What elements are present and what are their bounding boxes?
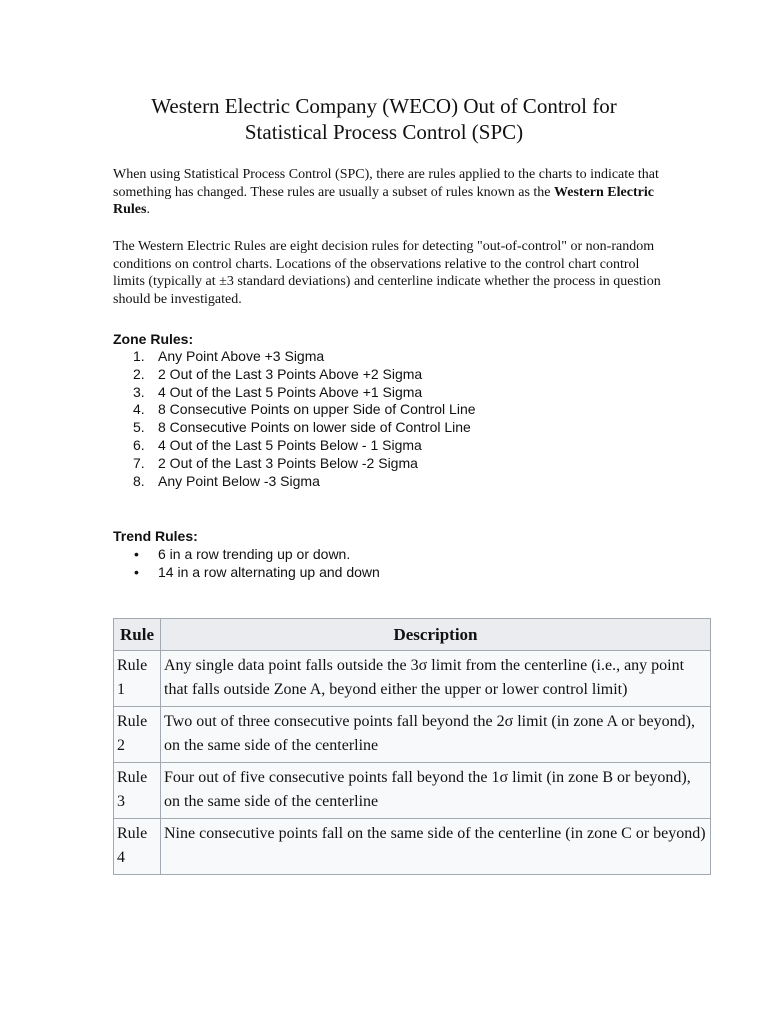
list-item: 4. 8 Consecutive Points on upper Side of Control Line [133,401,476,418]
rule-cell: Rule 4 [114,819,161,875]
list-item: 8. Any Point Below -3 Sigma [133,472,320,489]
intro-bold-term: Western Electric Rules [113,184,654,217]
list-item: • 14 in a row alternating up and down [134,563,380,580]
title-line-1: Western Electric Company (WECO) Out of Control for [151,94,617,118]
rules-table [113,618,711,875]
header-rule: Rule [114,619,161,651]
table-row [114,651,711,707]
list-item: 1. Any Point Above +3 Sigma [133,348,325,364]
zone-rules-list [113,348,476,490]
description-cell: Two out of three consecutive points fall beyond the 2σ limit (in zone A or beyond), on the same side of the centerline [161,707,711,763]
table-header-row [114,619,711,651]
page-title [80,93,688,145]
zone-rules-heading: Zone Rules: [113,331,194,347]
intro-text: When using Statistical Process Control (SPC), there are rules applied to the charts to indicate that something has changed. These rules are usually a subset of rules known as the [113,167,659,200]
rule-cell: Rule 1 [114,651,161,707]
list-item: 3. 4 Out of the Last 5 Points Above +1 Sigma [133,383,423,400]
intro-text-end: . [146,202,150,217]
rule-cell: Rule 2 [114,707,161,763]
list-item: 5. 8 Consecutive Points on lower side of Control Line [133,419,471,436]
list-item: • 6 in a row trending up or down. [134,546,351,562]
intro-paragraph [113,166,673,219]
table-row [114,819,711,875]
trend-rules-heading: Trend Rules: [113,528,198,544]
list-item: 6. 4 Out of the Last 5 Points Below - 1 Sigma [133,436,422,453]
title-line-2: Statistical Process Control (SPC) [244,120,524,144]
rule-cell: Rule 3 [114,763,161,819]
description-cell: Nine consecutive points fall on the same side of the centerline (in zone C or beyond) [161,819,711,875]
table-row [114,707,711,763]
list-item: 7. 2 Out of the Last 3 Points Below -2 Sigma [133,454,418,471]
bullet-icon: • [134,563,139,580]
list-item: 2. 2 Out of the Last 3 Points Above +2 Sigma [133,365,423,382]
bullet-icon: • [134,546,139,562]
trend-rules-list [113,546,380,582]
header-description: Description [161,619,711,651]
table-row [114,763,711,819]
description-cell: Four out of five consecutive points fall beyond the 1σ limit (in zone B or beyond), on the same side of the centerline [161,763,711,819]
description-cell: Any single data point falls outside the 3σ limit from the centerline (i.e., any point that falls outside Zone A, beyond either the upper or lower control limit) [161,651,711,707]
rules-description-paragraph: The Western Electric Rules are eight decision rules for detecting "out-of-control" or non-random conditions on control charts. Locations of the observations relative to the control chart control limits (typically at ±3 standard deviations) and centerline indicate whether the process in question should be investigated. [113,239,661,307]
